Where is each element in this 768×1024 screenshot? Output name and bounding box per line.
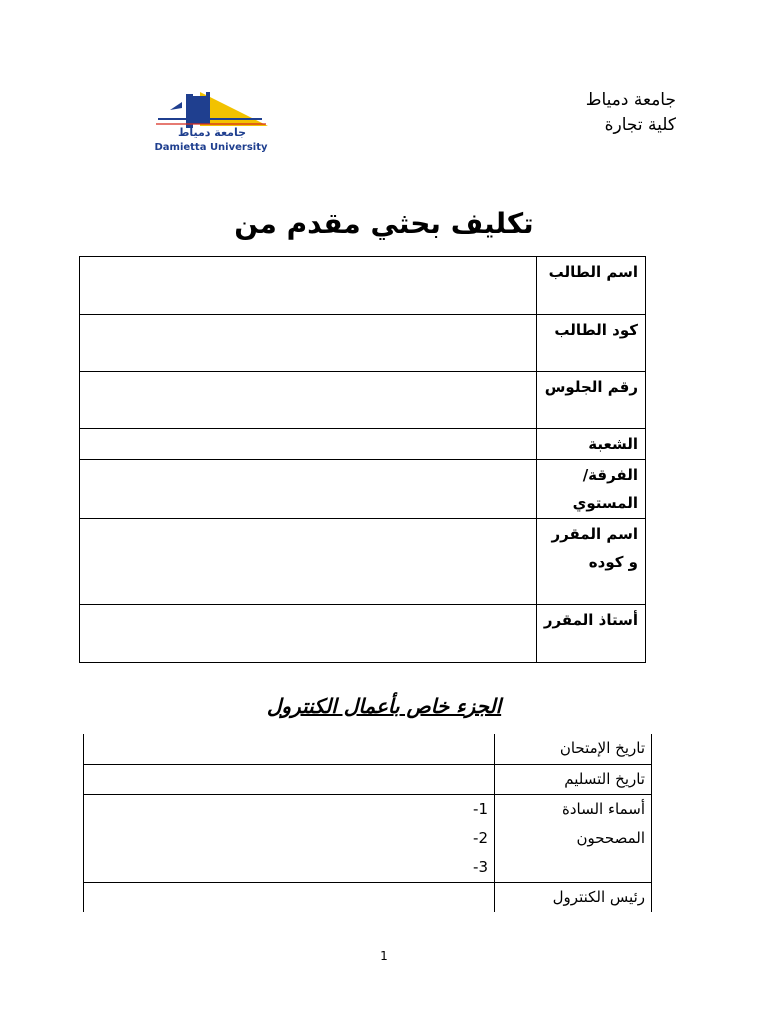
page-number: 1	[380, 949, 388, 963]
logo-english-text: Damietta University	[154, 142, 268, 153]
university-name: جامعة دمياط	[585, 90, 676, 110]
field-label-course: اسم المقرر و كوده	[537, 518, 646, 604]
corrector-number: 1-	[473, 799, 488, 818]
faculty-name: كلية تجارة	[604, 115, 676, 135]
correctors-label: أسماء السادة المصححون	[495, 794, 652, 882]
table-row	[80, 604, 646, 662]
table-row	[84, 794, 652, 882]
field-label-level: الفرقة/ المستوي	[537, 459, 646, 518]
field-label-division: الشعبة	[537, 429, 646, 460]
exam-date-label: تاريخ الإمتحان	[495, 734, 652, 764]
field-label-professor: أستاذ المقرر	[537, 604, 646, 662]
field-value-level[interactable]	[80, 459, 537, 518]
damietta-university-logo	[148, 88, 274, 154]
table-row	[80, 315, 646, 372]
table-row	[80, 257, 646, 315]
control-head-value[interactable]	[84, 882, 495, 912]
table-row	[84, 764, 652, 794]
field-value-division[interactable]	[80, 429, 537, 460]
logo-arabic-text: جامعة دمياط	[177, 126, 247, 139]
control-head-label: رئيس الكنترول	[495, 882, 652, 912]
submission-date-value[interactable]	[84, 764, 495, 794]
header-institution	[456, 88, 676, 138]
control-table	[83, 734, 652, 912]
table-row	[80, 459, 646, 518]
field-label-seat-number: رقم الجلوس	[537, 372, 646, 429]
table-row	[80, 372, 646, 429]
table-row	[80, 429, 646, 460]
corrector-number: 2-	[473, 828, 488, 847]
field-value-professor[interactable]	[80, 604, 537, 662]
field-value-student-code[interactable]	[80, 315, 537, 372]
table-row	[80, 518, 646, 604]
corrector-number: 3-	[473, 857, 488, 876]
table-row	[84, 882, 652, 912]
field-label-student-name: اسم الطالب	[537, 257, 646, 315]
exam-date-value[interactable]	[84, 734, 495, 764]
control-section-title: الجزء خاص بأعمال الكنترول	[266, 694, 502, 718]
student-info-table	[79, 256, 646, 663]
submission-date-label: تاريخ التسليم	[495, 764, 652, 794]
field-label-student-code: كود الطالب	[537, 315, 646, 372]
field-value-course[interactable]	[80, 518, 537, 604]
correctors-value[interactable]	[84, 794, 495, 882]
table-row	[84, 734, 652, 764]
field-value-student-name[interactable]	[80, 257, 537, 315]
page-title: تكليف بحثي مقدم من	[234, 207, 534, 240]
field-value-seat-number[interactable]	[80, 372, 537, 429]
